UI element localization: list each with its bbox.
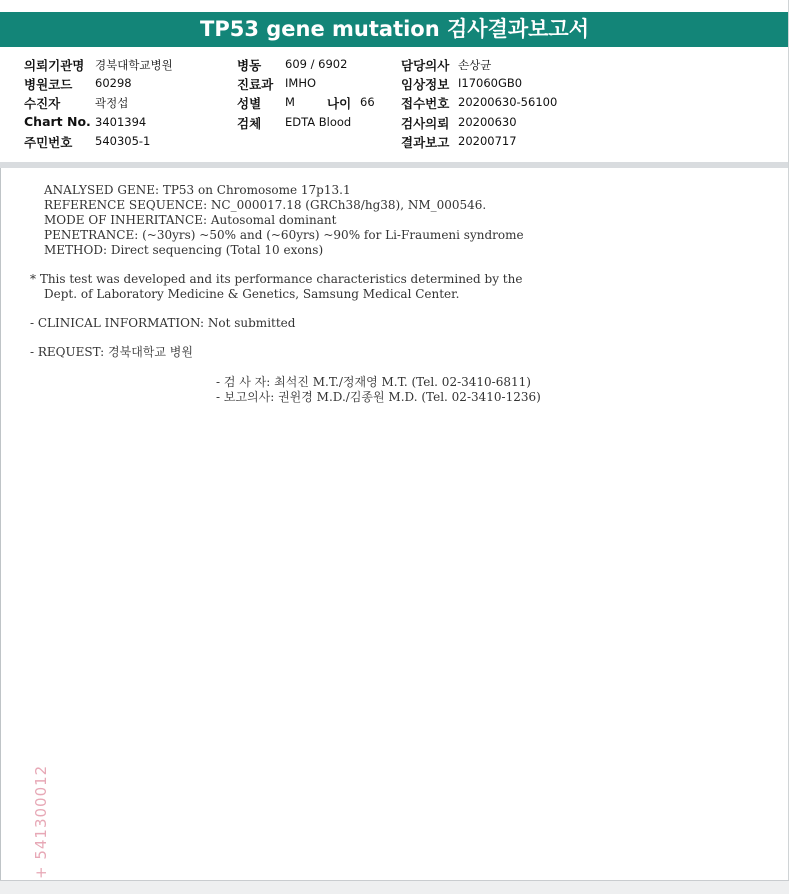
physician-value: 손상균 [458,58,492,72]
inheritance-line: MODE OF INHERITANCE: Autosomal dominant [44,213,337,227]
sex-label: 성별 [237,96,262,111]
chart-no-value: 3401394 [95,115,147,129]
chart-no-label: Chart No. [24,114,91,129]
report-title: TP53 gene mutation 검사결과보고서 [0,12,789,47]
age-label: 나이 [327,96,352,111]
disclaimer-line-1: * This test was developed and its performance characteristics determined by the [30,272,523,286]
clinical-information-line: - CLINICAL INFORMATION: Not submitted [30,316,296,330]
specimen-label: 검체 [237,116,262,131]
stamp-number: + 541300012 [32,764,50,879]
analysed-gene-line: ANALYSED GENE: TP53 on Chromosome 17p13.1 [44,183,351,197]
disclaimer-line-2: Dept. of Laboratory Medicine & Genetics, Samsung Medical Center. [44,287,460,301]
penetrance-line: PENETRANCE: (~30yrs) ~50% and (~60yrs) ~90% for Li-Fraumeni syndrome [44,228,524,242]
receipt-no-value: 20200630-56100 [458,95,558,109]
institution-value: 경북대학교병원 [95,58,173,72]
page-stamp [8,734,50,879]
hospital-code-label: 병원코드 [24,77,73,92]
request-date-label: 검사의뢰 [401,116,450,131]
sex-value: M [285,95,295,109]
examiner-line: - 검 사 자: 최석진 M.T./정재영 M.T. (Tel. 02-3410-6811) [216,375,531,389]
report-date-value: 20200717 [458,134,517,148]
patient-info-header [0,47,789,162]
institution-label: 의뢰기관명 [24,58,85,73]
request-date-value: 20200630 [458,115,517,129]
reporting-physician-line: - 보고의사: 권윈경 M.D./김종원 M.D. (Tel. 02-3410-1236) [216,390,541,404]
department-value: IMHO [285,76,317,90]
hospital-code-value: 60298 [95,76,132,90]
bottom-bar [0,880,789,894]
resident-no-value: 540305-1 [95,134,151,148]
reference-sequence-line: REFERENCE SEQUENCE: NC_000017.18 (GRCh38/hg38), NM_000546. [44,198,487,212]
clinical-info-label: 임상정보 [401,77,450,92]
age-value: 66 [360,95,375,109]
specimen-value: EDTA Blood [285,115,352,129]
report-body [0,168,789,880]
clinical-info-value: I17060GB0 [458,76,523,90]
patient-name-label: 수진자 [24,96,61,111]
report-date-label: 결과보고 [401,135,450,150]
request-line: - REQUEST: 경북대학교 병원 [30,345,193,359]
resident-no-label: 주민번호 [24,135,73,150]
physician-label: 담당의사 [401,58,450,73]
patient-name-value: 곽정섭 [95,96,129,110]
department-label: 진료과 [237,77,274,92]
receipt-no-label: 접수번호 [401,96,450,111]
method-line: METHOD: Direct sequencing (Total 10 exons) [44,243,324,257]
ward-value: 609 / 6902 [285,57,348,71]
ward-label: 병동 [237,58,262,73]
